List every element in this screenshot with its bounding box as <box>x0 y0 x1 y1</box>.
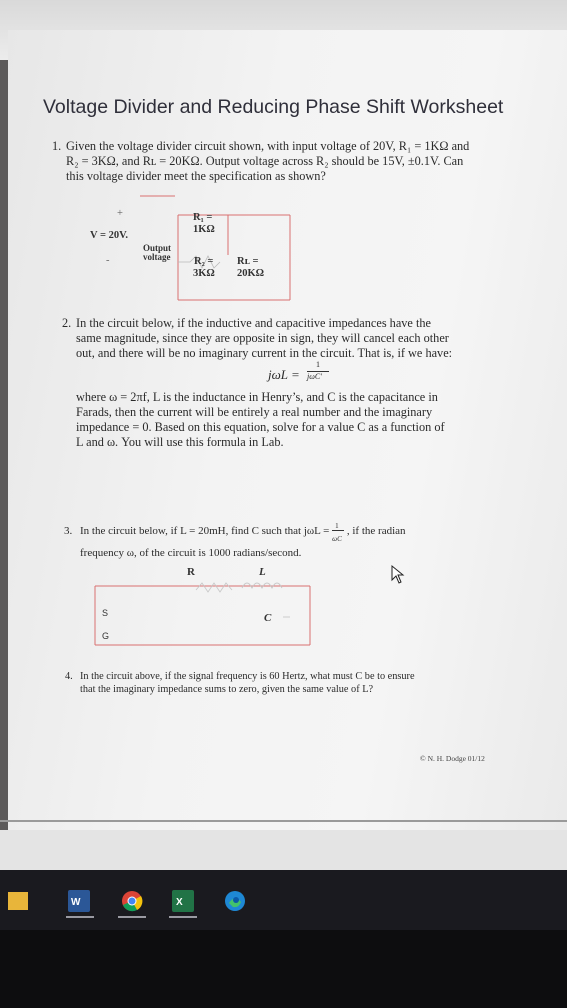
source-voltage-label: V = 20V. <box>90 230 128 241</box>
question-line: out, and there will be no imaginary current in the circuit. That is, if we have: <box>76 346 453 360</box>
edge-icon[interactable] <box>224 890 246 912</box>
question-line: impedance = 0. Based on this equation, solve for a value C as a function of <box>76 420 445 434</box>
question-number: 3. <box>64 525 73 537</box>
page-title: Voltage Divider and Reducing Phase Shift Worksheet <box>43 96 504 118</box>
output-label: voltage <box>143 252 171 262</box>
question-line: R₂ = 3KΩ, and Rʟ = 20KΩ. Output voltage across R₂ should be 15V, ±0.1V. Can <box>66 154 464 168</box>
rl-value: 20KΩ <box>237 268 265 279</box>
minus-terminal: - <box>106 255 110 266</box>
question-line: Farads, then the current will be entirely a real number and the imaginary <box>76 405 433 419</box>
resistor-label: R <box>187 566 195 578</box>
svg-text:X: X <box>176 897 183 908</box>
question-4 <box>65 670 520 696</box>
r1-label: R₁ = <box>193 212 213 223</box>
output-label: Output <box>143 243 172 253</box>
excel-icon[interactable] <box>172 890 194 912</box>
question-number: 2. <box>62 316 72 330</box>
chrome-icon[interactable] <box>121 890 143 912</box>
word-active-indicator <box>66 916 94 918</box>
word-icon[interactable] <box>68 890 90 912</box>
question-line: where ω = 2πf, L is the inductance in Henry’s, and C is the capacitance in <box>76 390 438 404</box>
capacitor-label: C <box>264 612 272 624</box>
monitor-bezel <box>0 930 567 1008</box>
source-g-label: G <box>102 631 110 641</box>
question-line: frequency ω, of the circuit is 1000 radians/second. <box>80 547 302 559</box>
question-line: In the circuit above, if the signal frequency is 60 Hertz, what must C be to ensure <box>80 671 415 682</box>
question-text: , if the radian <box>346 525 406 537</box>
question-line: In the circuit below, if the inductive and capacitive impedances have the <box>76 316 431 330</box>
fraction-numerator: 1 <box>335 522 339 531</box>
chrome-active-indicator <box>118 916 146 918</box>
question-number: 1. <box>52 139 62 153</box>
plus-terminal: + <box>117 208 123 219</box>
r2-label: R₂ = <box>194 256 214 267</box>
monitor-edge <box>0 820 567 822</box>
copyright-text: © N. H. Dodge 01/12 <box>420 754 485 763</box>
equation-denominator: jωC' <box>307 372 322 381</box>
question-line: that the imaginary impedance sums to zero, given the same value of L? <box>80 684 374 695</box>
r2-value: 3KΩ <box>193 268 215 279</box>
question-line: Given the voltage divider circuit shown, with input voltage of 20V, R₁ = 1KΩ and <box>66 139 470 153</box>
document-margin <box>0 830 567 870</box>
svg-text:W: W <box>71 897 81 908</box>
question-text: In the circuit below, if L = 20mH, find C such that jωL = <box>80 525 333 537</box>
question-line: this voltage divider meet the specification as shown? <box>66 169 326 183</box>
question-line: L and ω. You will use this formula in Lab. <box>76 435 284 449</box>
r1-value: 1KΩ <box>193 224 215 235</box>
file-explorer-icon[interactable] <box>8 892 28 910</box>
inductor-label: L <box>259 566 266 578</box>
equation-left: jωL = <box>268 367 300 382</box>
source-s-label: S <box>102 608 109 618</box>
excel-active-indicator <box>169 916 197 918</box>
equation-numerator: 1 <box>316 360 320 369</box>
question-number: 4. <box>65 671 73 682</box>
rl-label: Rʟ = <box>237 256 259 267</box>
question-line: same magnitude, since they are opposite in sign, they will cancel each other <box>76 331 449 345</box>
fraction-denominator: ωC <box>332 535 342 544</box>
